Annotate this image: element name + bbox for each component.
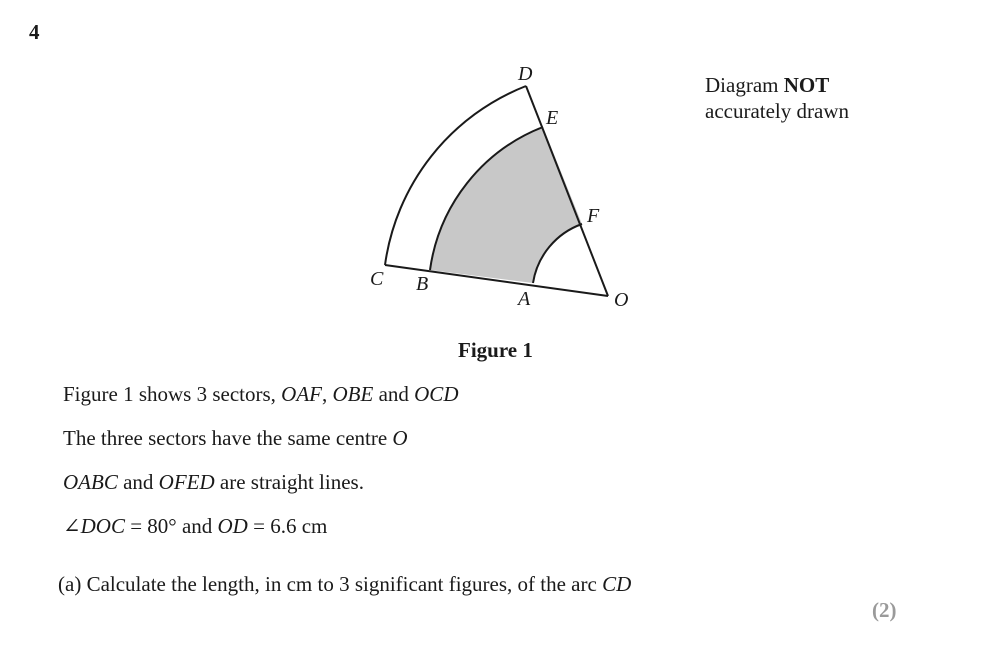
s4-length: = 6.6 cm: [247, 514, 328, 538]
s1-text: Figure 1 shows 3 sectors,: [63, 382, 282, 406]
s1-and: and: [373, 382, 415, 406]
note-prefix: Diagram: [705, 73, 784, 97]
s1-obe: OBE: [332, 382, 374, 406]
part-a-text: Calculate the length, in cm to 3 significant figures, of the arc: [81, 572, 603, 596]
figure-caption: Figure 1: [458, 338, 533, 362]
s3-ofed: OFED: [158, 470, 215, 494]
s3-text: are straight lines.: [214, 470, 364, 494]
angle-symbol: ∠: [63, 514, 81, 538]
s4-doc: DOC: [80, 514, 125, 538]
question-part-a: [58, 572, 631, 597]
s1-comma: ,: [321, 382, 333, 406]
label-b: B: [416, 273, 429, 295]
part-a-arc: CD: [602, 572, 632, 596]
part-a-label: (a): [58, 572, 82, 596]
diagram-note: [705, 72, 849, 124]
marks-badge: (2): [872, 598, 897, 622]
statement-4: [63, 514, 327, 539]
s4-od: OD: [217, 514, 248, 538]
s3-and: and: [117, 470, 159, 494]
label-a: A: [518, 288, 531, 310]
note-emphasis: NOT: [783, 73, 830, 97]
s2-o: O: [392, 426, 408, 450]
question-number: 4: [29, 20, 40, 44]
s4-angle-value: = 80° and: [124, 514, 218, 538]
s1-oaf: OAF: [281, 382, 322, 406]
label-e: E: [546, 107, 559, 129]
statement-2: [63, 426, 408, 451]
label-f: F: [587, 205, 600, 227]
label-d: D: [518, 63, 533, 85]
label-o: O: [614, 289, 629, 311]
statement-3: [63, 470, 364, 495]
statement-1: [63, 382, 458, 407]
s2-text: The three sectors have the same centre: [63, 426, 393, 450]
label-c: C: [370, 268, 384, 290]
s3-oabc: OABC: [63, 470, 118, 494]
note-line2: accurately drawn: [705, 99, 849, 123]
s1-ocd: OCD: [414, 382, 459, 406]
